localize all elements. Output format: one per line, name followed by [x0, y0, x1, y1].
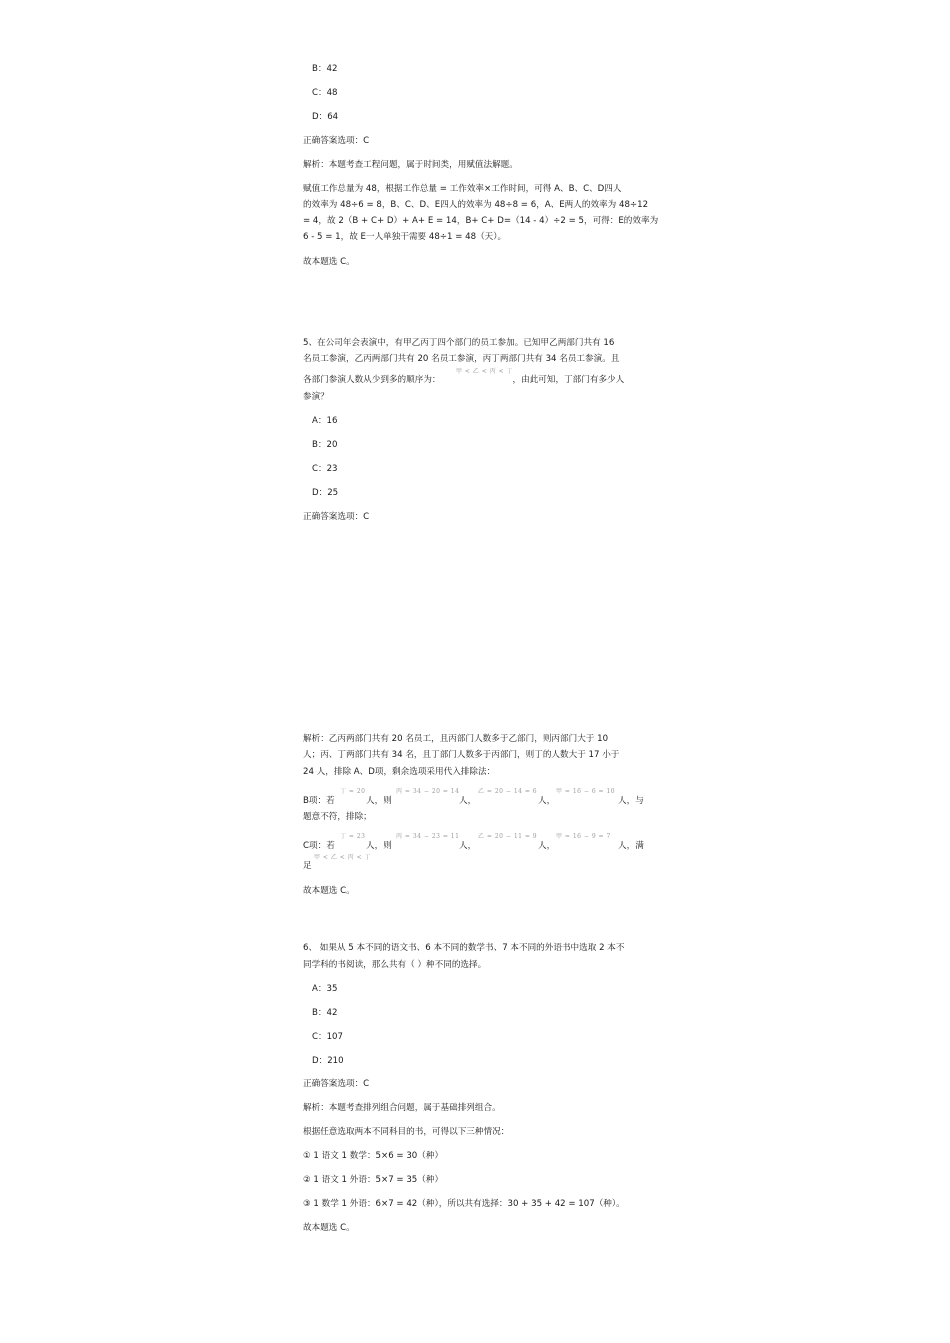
- option-b: B：20: [312, 440, 338, 450]
- order-formula: 甲 < 乙 < 丙 < 丁: [314, 854, 372, 861]
- case-item: ② 1 语文 1 外语：5×7 = 35（种）: [303, 1175, 444, 1185]
- formula: 丙 = 34 − 20 = 14: [396, 788, 460, 795]
- question-5-stem: 参演？: [303, 392, 329, 402]
- text: 人，则: [366, 841, 392, 851]
- option-c: C：48: [312, 88, 338, 98]
- conclusion: 故本题选 C。: [303, 886, 355, 896]
- question-6-stem: 同学科的书阅读，那么共有（ ）种不同的选择。: [303, 960, 487, 970]
- analysis-line: 根据任意选取两本不同科目的书，可得以下三种情况：: [303, 1127, 510, 1137]
- text: C项：若: [303, 841, 335, 851]
- text: 人，满: [618, 841, 644, 851]
- formula: 乙 = 20 − 11 = 9: [478, 833, 538, 840]
- c-check-line: [303, 840, 335, 852]
- analysis-line: 6 - 5 = 1，故 E一人单独干需要 48÷1 = 48（天）。: [303, 232, 507, 242]
- formula: 丙 = 34 − 23 = 11: [396, 833, 460, 840]
- analysis-line: 24 人，排除 A、D项，剩余选项采用代入排除法：: [303, 767, 496, 777]
- case-item: ① 1 语文 1 数学：5×6 = 30（种）: [303, 1151, 444, 1161]
- text: 人，: [459, 796, 477, 806]
- text: 人，: [459, 841, 477, 851]
- correct-answer: 正确答案选项：C: [303, 512, 370, 522]
- question-5-stem: [303, 374, 624, 386]
- conclusion: 故本题选 C。: [303, 257, 355, 267]
- c-check-line: 足: [303, 861, 312, 871]
- analysis-line: = 4，故 2（B + C+ D）+ A+ E = 14，B+ C+ D=（14 - 4）÷2 = 5，可得：E的效率为: [303, 216, 659, 226]
- option-a: A：35: [312, 984, 338, 994]
- analysis-heading: 解析：本题考查排列组合问题，属于基础排列组合。: [303, 1103, 501, 1113]
- analysis-line: 人；丙、丁两部门共有 34 名，且丁部门人数多于丙部门，则丁的人数大于 17 小于: [303, 750, 620, 760]
- formula: 甲 = 16 − 9 = 7: [556, 833, 611, 840]
- case-item: ③ 1 数学 1 外语：6×7 = 42（种），所以共有选择：30 + 35 + 42 = 107（种）。: [303, 1199, 625, 1209]
- option-b: B：42: [312, 1008, 338, 1018]
- option-b: B：42: [312, 64, 338, 74]
- option-d: D：25: [312, 488, 339, 498]
- question-6-stem: 6、 如果从 5 本不同的语文书、6 本不同的数学书、7 本不同的外语书中选取 2 本不: [303, 943, 625, 953]
- text: B项：若: [303, 796, 335, 806]
- question-5-stem: 名员工参演，乙丙两部门共有 20 名员工参演，丙丁两部门共有 34 名员工参演。且: [303, 354, 620, 364]
- stem-text: ，由此可知，丁部门有多少人: [512, 375, 625, 385]
- formula: 丁 = 23: [340, 833, 366, 840]
- text: 人，与: [618, 796, 644, 806]
- correct-answer: 正确答案选项：C: [303, 1079, 370, 1089]
- option-d: D：64: [312, 112, 339, 122]
- correct-answer: 正确答案选项：C: [303, 136, 370, 146]
- analysis-line: 解析：乙丙两部门共有 20 名员工，且丙部门人数多于乙部门，则丙部门大于 10: [303, 734, 609, 744]
- formula: 乙 = 20 − 14 = 6: [478, 788, 538, 795]
- text: 人，则: [366, 796, 392, 806]
- formula: 丁 = 20: [340, 788, 366, 795]
- b-check-line: 题意不符，排除；: [303, 812, 372, 822]
- order-formula: 甲 < 乙 < 丙 < 丁: [456, 368, 514, 375]
- analysis-line: 赋值工作总量为 48，根据工作总量 = 工作效率×工作时间，可得 A、B、C、D四人: [303, 184, 622, 194]
- text: 人，: [538, 796, 556, 806]
- option-d: D：210: [312, 1056, 344, 1066]
- text: 人，: [538, 841, 556, 851]
- analysis-heading: 解析：本题考查工程问题，属于时间类，用赋值法解题。: [303, 160, 518, 170]
- stem-text: 各部门参演人数从少到多的顺序为：: [303, 375, 441, 385]
- option-c: C：23: [312, 464, 338, 474]
- question-5-stem: 5、在公司年会表演中，有甲乙丙丁四个部门的员工参加。已知甲乙两部门共有 16: [303, 338, 615, 348]
- conclusion: 故本题选 C。: [303, 1223, 355, 1233]
- option-a: A：16: [312, 416, 338, 426]
- option-c: C：107: [312, 1032, 343, 1042]
- b-check-line: [303, 795, 335, 807]
- analysis-line: 的效率为 48÷6 = 8，B、C、D、E四人的效率为 48÷8 = 6，A、E两人的效率为 48÷12: [303, 200, 649, 210]
- formula: 甲 = 16 − 6 = 10: [556, 788, 616, 795]
